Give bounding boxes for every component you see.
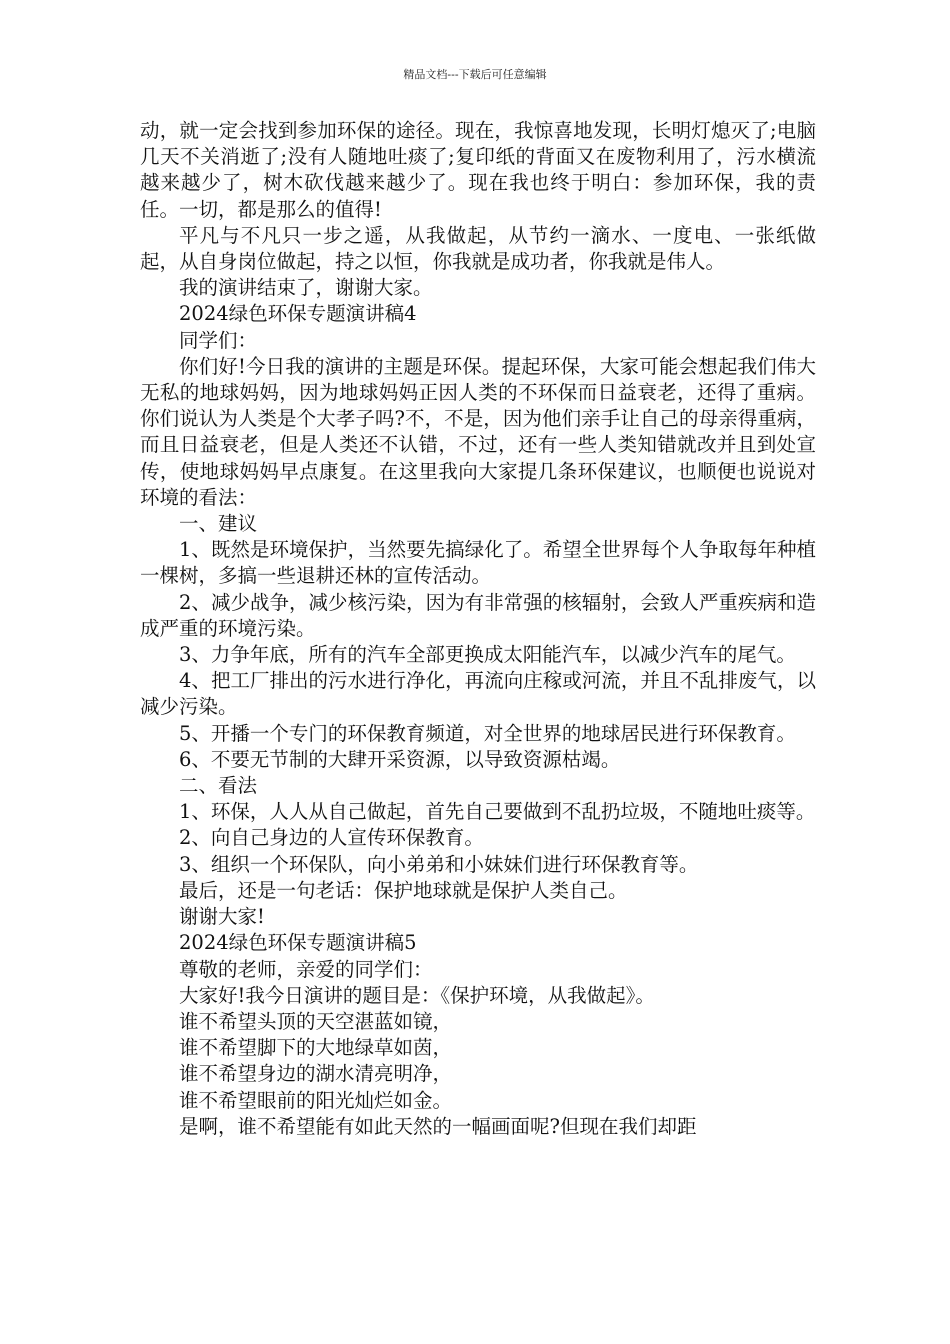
paragraph: 4、把工厂排出的污水进行净化，再流向庄稼或河流，并且不乱排废气，以减少污染。 [140, 669, 816, 719]
paragraph: 6、不要无节制的大肆开采资源，以导致资源枯竭。 [179, 747, 621, 771]
paragraph: 最后，还是一句老话：保护地球就是保护人类自己。 [179, 878, 628, 902]
paragraph: 我的演讲结束了，谢谢大家。 [179, 276, 433, 300]
paragraph: 平凡与不凡只一步之遥，从我做起，从节约一滴水、一度电、一张纸做起，从自身岗位做起，持之以恒，你我就是成功者，你我就是伟人。 [140, 223, 816, 274]
paragraph: 谁不希望头顶的天空湛蓝如镜， [179, 1009, 453, 1033]
paragraph: 2、减少战争，减少核污染，因为有非常强的核辐射，会致人严重疾病和造成严重的环境污染。 [140, 590, 816, 640]
paragraph: 2、向自己身边的人宣传环保教育。 [179, 826, 484, 850]
paragraph: 同学们： [179, 328, 258, 352]
paragraph: 谁不希望身边的湖水清亮明净， [179, 1062, 453, 1086]
page-header: 精品文档---下载后可任意编辑 [403, 68, 547, 81]
paragraph: 1、环保，人人从自己做起，首先自己要做到不乱扔垃圾，不随地吐痰等。 [179, 800, 816, 824]
paragraph: 一、建议 [179, 512, 258, 536]
paragraph: 你们好!今日我的演讲的主题是环保。提起环保，大家可能会想起我们伟大无私的地球妈妈，因为地球妈妈正因人类的不环保而日益衰老，还得了重病。你们说认为人类是个大孝子吗?不，不是，因为他们亲手让自己的母亲得重病，而且日益衰老，但是人类还不认错，不过，还有一些人类知错就改并且到处宣传，使地球妈妈早点康复。在这里我向大家提几条环保建议，也顺便也说说对环境的看法： [140, 354, 816, 509]
document-body [140, 118, 816, 1140]
paragraph: 动，就一定会找到参加环保的途径。现在，我惊喜地发现，长明灯熄灭了;电脑几天不关消逝了;没有人随地吐痰了;复印纸的背面又在废物利用了，污水横流越来越少了，树木砍伐越来越少了。现在我也终于明白：参加环保，我的责任。一切，都是那么的值得! [140, 119, 816, 221]
paragraph: 1、既然是环境保护，当然要先搞绿化了。希望全世界每个人争取每年种植一棵树，多搞一些退耕还林的宣传活动。 [140, 538, 816, 588]
paragraph: 是啊，谁不希望能有如此天然的一幅画面呢?但现在我们却距 [179, 1114, 697, 1138]
paragraph: 5、开播一个专门的环保教育频道，对全世界的地球居民进行环保教育。 [179, 721, 796, 745]
paragraph: 2024绿色环保专题演讲稿4 [179, 302, 417, 326]
paragraph: 二、看法 [179, 774, 258, 798]
paragraph: 谁不希望脚下的大地绿草如茵， [179, 1036, 453, 1060]
paragraph: 尊敬的老师，亲爱的同学们： [179, 957, 433, 981]
paragraph: 2024绿色环保专题演讲稿5 [179, 931, 417, 955]
paragraph: 3、组织一个环保队，向小弟弟和小妹妹们进行环保教育等。 [179, 852, 699, 876]
paragraph: 3、力争年底，所有的汽车全部更换成太阳能汽车，以减少汽车的尾气。 [179, 643, 796, 667]
paragraph: 谁不希望眼前的阳光灿烂如金。 [179, 1088, 453, 1112]
paragraph: 大家好!我今日演讲的题目是：《保护环境，从我做起》。 [179, 983, 655, 1007]
paragraph: 谢谢大家! [179, 905, 265, 929]
